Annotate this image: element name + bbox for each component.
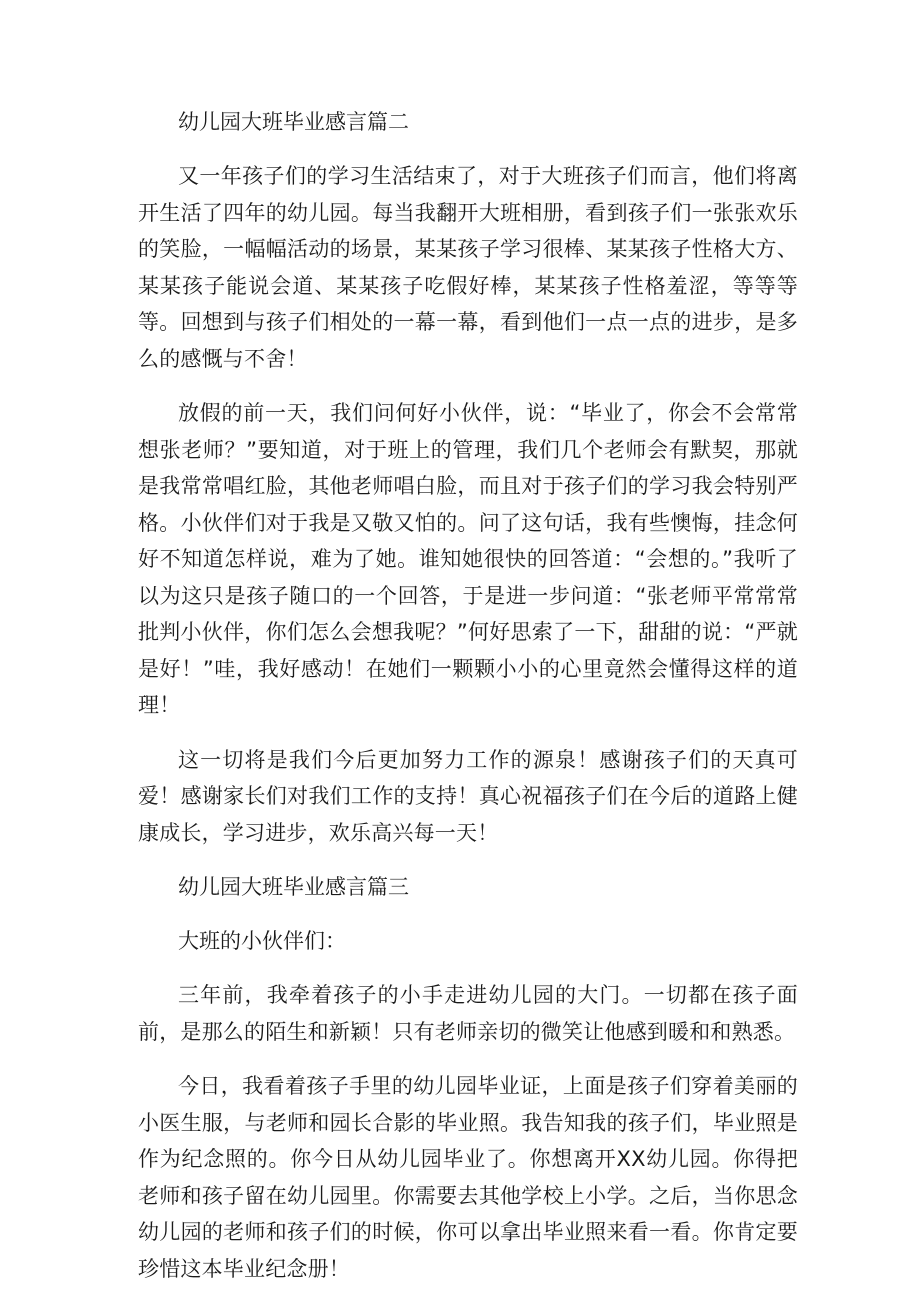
paragraph-5: 今日，我看着孩子手里的幼儿园毕业证，上面是孩子们穿着美丽的小医生服，与老师和园长合影的毕业照。我告知我的孩子们，毕业照是作为纪念照的。你今日从幼儿园毕业了。你想离开XX幼儿园。你得把老师和孩子留在幼儿园里。你需要去其他学校上小学。之后，当你思念幼儿园的老师和孩子们的时候，你可以拿出毕业照来看一看。你肯定要珍惜这本毕业纪念册！ <box>138 1074 798 1281</box>
paragraph-1: 又一年孩子们的学习生活结束了，对于大班孩子们而言，他们将离开生活了四年的幼儿园。每当我翻开大班相册，看到孩子们一张张欢乐的笑脸，一幅幅活动的场景，某某孩子学习很棒、某某孩子性格大方、某某孩子能说会道、某某孩子吃假好棒，某某孩子性格羞涩，等等等等。回想到与孩子们相处的一幕一幕，看到他们一点一点的进步，是多么的感慨与不舍！ <box>138 164 798 371</box>
section-heading-3: 幼儿园大班毕业感言篇三 <box>178 875 409 899</box>
section-heading-2: 幼儿园大班毕业感言篇二 <box>178 110 409 134</box>
salutation: 大班的小伙伴们： <box>178 929 346 953</box>
document-body <box>138 104 798 1305</box>
paragraph-4: 三年前，我牵着孩子的小手走进幼儿园的大门。一切都在孩子面前，是那么的陌生和新颖！只有老师亲切的微笑让他感到暖和和熟悉。 <box>138 983 798 1044</box>
paragraph-3: 这一切将是我们今后更加努力工作的源泉！感谢孩子们的天真可爱！感谢家长们对我们工作的支持！真心祝福孩子们在今后的道路上健康成长，学习进步，欢乐高兴每一天！ <box>138 747 798 845</box>
paragraph-2: 放假的前一天，我们问何好小伙伴，说：“毕业了，你会不会常常想张老师？”要知道，对于班上的管理，我们几个老师会有默契，那就是我常常唱红脸，其他老师唱白脸，而且对于孩子们的学习我会特别严格。小伙伴们对于我是又敬又怕的。问了这句话，我有些懊悔，挂念何好不知道怎样说，难为了她。谁知她很快的回答道：“会想的。”我听了以为这只是孩子随口的一个回答，于是进一步问道：“张老师平常常常批判小伙伴，你们怎么会想我呢？”何好思索了一下，甜甜的说：“严就是好！”哇，我好感动！在她们一颗颗小小的心里竟然会懂得这样的道理！ <box>138 401 798 717</box>
